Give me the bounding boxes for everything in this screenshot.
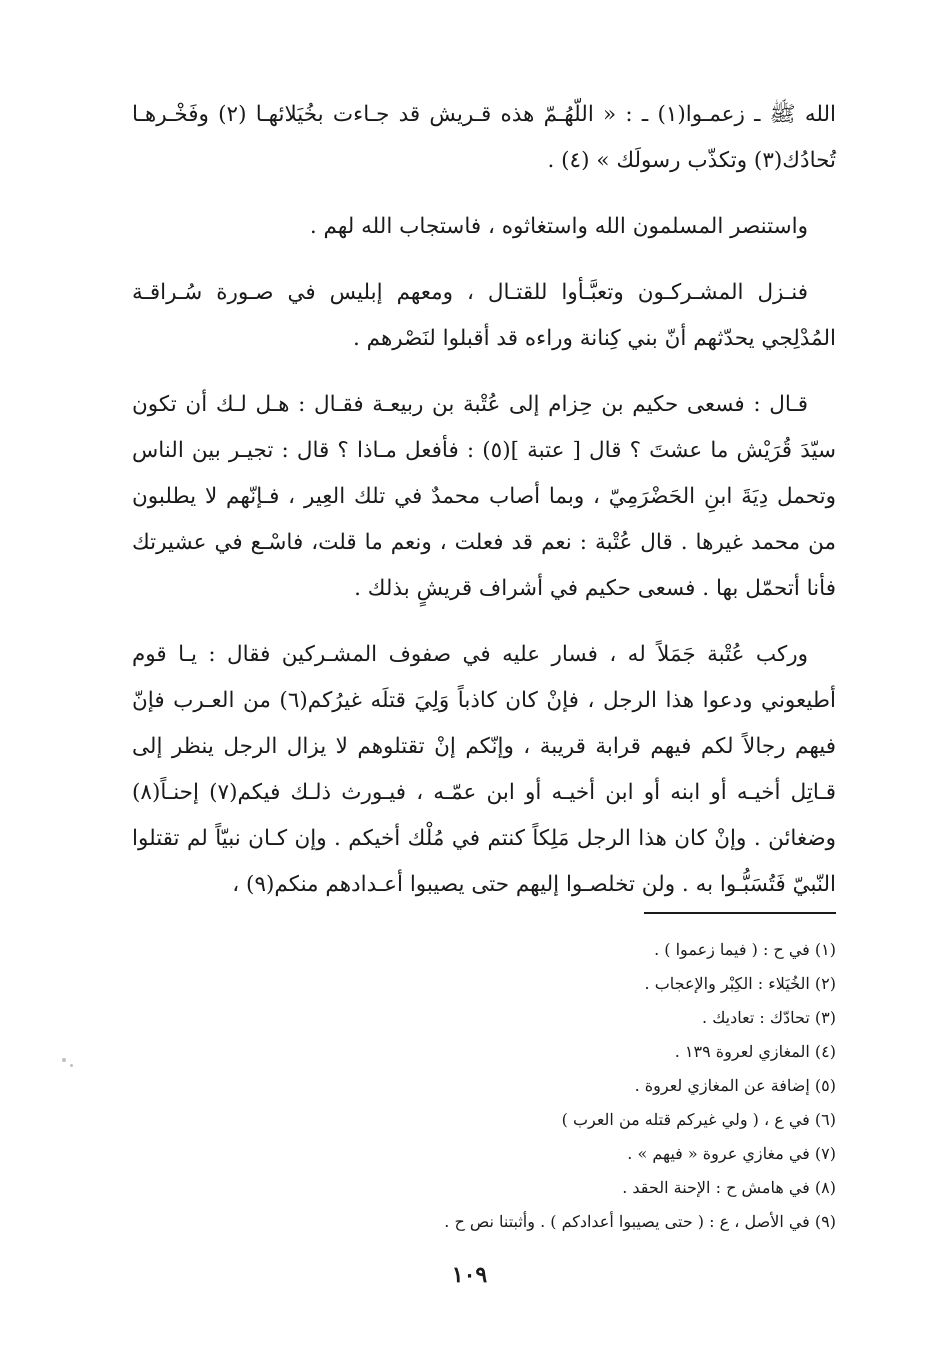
paragraph: قـال : فسعى حكيم بن حِزام إلى عُتْبة بن ربيعـة فقـال : هـل لـك أن تكون سيّدَ قُرَيْش ما عشتَ ؟ قال [ عتبة ](٥) : فأفعل مـاذا ؟ قال : تجيـر بين الناس وتحمل دِيَةَ ابنِ الحَضْرَمِيّ ، وبما أصاب محمدٌ في تلك العِير ، فـإنّهم لا يطلبون من محمد غيرها . قال عُتْبة : نعم قد فعلت ، ونعم ما قلت، فاسْـع في عشيرتك فأنا أتحمّل بها . فسعى حكيم في أشراف قريشٍ بذلك .	[132, 392, 836, 601]
footnote: (٨) في هامش ح : الإحنة الحقد .	[622, 1178, 836, 1197]
footnote: (٤) المغازي لعروة ١٣٩ .	[674, 1042, 836, 1061]
footnote: (٢) الخُيَلاء : الكِبْر والإعجاب .	[644, 974, 836, 993]
footnotes	[132, 933, 836, 1239]
footnote: (٦) في ع ، ( ولي غيركم قتله من العرب )	[561, 1110, 836, 1129]
main-text	[132, 92, 836, 928]
paragraph: فنـزل المشـركـون وتعبَّـأوا للقتـال ، ومعهم إبليس في صـورة سُـراقـة المُدْلِجي يحدّثهم أنّ بني كِنانة وراءه قد أقبلوا لنَصْرهم .	[132, 280, 836, 351]
footnote-separator	[644, 912, 836, 914]
footnote: (٣) تحادّك : تعاديك .	[702, 1008, 836, 1027]
footnote: (١) في ح : ( فيما زعموا ) .	[654, 940, 836, 959]
scan-speck	[62, 1058, 66, 1062]
paragraph: الله ﷺ ـ زعمـوا(١) ـ : « اللّهُـمّ هذه قـريش قد جـاءت بخُيَلائهـا (٢) وفَخْـرهـا تُحادُك(٣) وتكذّب رسولَك » (٤) .	[132, 102, 836, 173]
paragraph: وركب عُتْبة جَمَلاً له ، فسار عليه في صفوف المشـركين فقال : يـا قوم أطيعوني ودعوا هذا الرجل ، فإنْ كان كاذباً وَلِيَ قتلَه غيرُكم(٦) من العـرب فإنّ فيهم رجالاً لكم فيهم قرابة قريبة ، وإنّكم إنْ تقتلوهم لا يزال الرجل ينظر إلى قـاتِل أخيـه أو ابنه أو ابن أخيـه أو ابن عمّـه ، فيـورث ذلـك فيكم(٧) إحنـاً(٨) وضغائن . وإنْ كان هذا الرجل مَلِكاً كنتم في مُلْك أخيكم . وإن كـان نبيّاً لم تقتلوا النّبيّ فَتُسَبُّـوا به . ولن تخلصـوا إليهم حتى يصيبوا أعـدادهم منكم(٩) ،	[132, 642, 837, 897]
footnote: (٥) إضافة عن المغازي لعروة .	[634, 1076, 836, 1095]
footnote: (٧) في مغازي عروة « فيهم » .	[627, 1144, 836, 1163]
paragraph: واستنصر المسلمون الله واستغاثوه ، فاستجاب الله لهم .	[309, 214, 808, 239]
page-number: ١٠٩	[451, 1262, 488, 1288]
footnote: (٩) في الأصل ، ع : ( حتى يصيبوا أعدادكم ) . وأثبتنا نص ح .	[444, 1212, 836, 1231]
scan-speck	[70, 1064, 73, 1067]
